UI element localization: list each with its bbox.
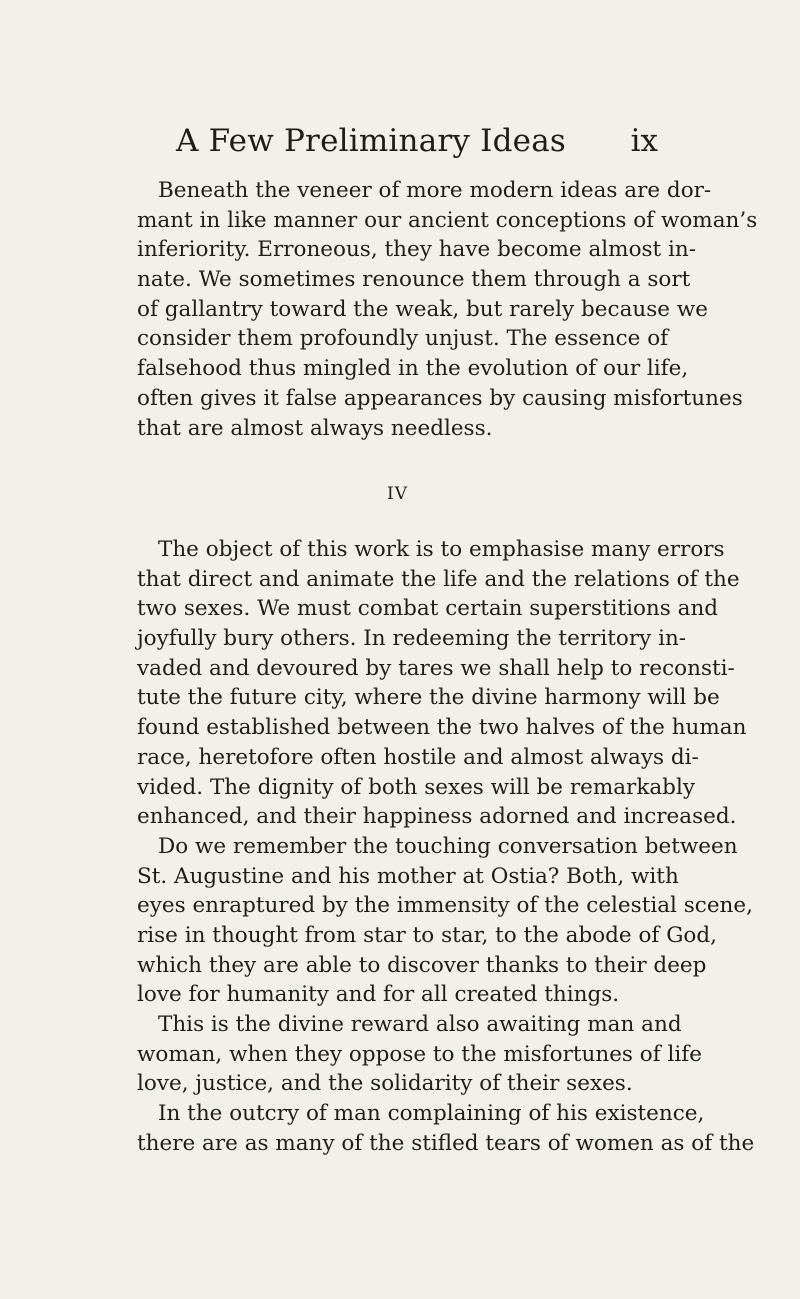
text-line: This is the divine reward also awaiting man and bbox=[158, 1012, 682, 1037]
text-line: often gives it false appearances by causing misfortunes bbox=[137, 385, 743, 411]
text-line: there are as many of the stifled tears of women as of the bbox=[137, 1130, 755, 1156]
text-line: nate. We sometimes renounce them through a sort bbox=[137, 267, 691, 293]
text-line: race, heretofore often hostile and almost always di- bbox=[137, 744, 699, 770]
text-line: tute the future city, where the divine harmony will be bbox=[137, 685, 720, 711]
text-line: woman, when they oppose to the misfortunes of life bbox=[137, 1041, 702, 1067]
text-line: vided. The dignity of both sexes will be remarkably bbox=[137, 774, 695, 800]
text-line: Beneath the veneer of more modern ideas are dor- bbox=[158, 178, 712, 203]
text-line: rise in thought from star to star, to the abode of God, bbox=[137, 922, 717, 948]
text-line: love for humanity and for all created things. bbox=[137, 982, 620, 1008]
page-number: ix bbox=[630, 123, 658, 159]
text-line: consider them profoundly unjust. The essence of bbox=[137, 326, 669, 352]
text-line: found established between the two halves of the human bbox=[137, 715, 747, 741]
text-line: Do we remember the touching conversation between bbox=[158, 833, 738, 859]
text-line: enhanced, and their happiness adorned and increased. bbox=[137, 804, 737, 830]
text-line: mant in like manner our ancient conceptions of woman’s bbox=[137, 207, 758, 233]
text-line: The object of this work is to emphasise many errors bbox=[158, 537, 725, 562]
paragraph-5 bbox=[137, 1099, 755, 1158]
text-line: vaded and devoured by tares we shall help to reconsti- bbox=[137, 655, 735, 681]
running-header-title: A Few Preliminary Ideas bbox=[176, 123, 567, 159]
paragraph-3 bbox=[137, 832, 753, 1010]
text-line: joyfully bury others. In redeeming the territory in- bbox=[137, 626, 687, 652]
paragraph-1 bbox=[137, 176, 758, 443]
text-line: which they are able to discover thanks to their deep bbox=[137, 952, 707, 978]
paragraph-group bbox=[137, 535, 755, 1158]
text-line: St. Augustine and his mother at Ostia? Both, with bbox=[137, 863, 679, 889]
text-line: In the outcry of man complaining of his existence, bbox=[158, 1101, 705, 1127]
paragraph-4 bbox=[137, 1010, 702, 1099]
text-line: two sexes. We must combat certain superstitions and bbox=[137, 596, 719, 622]
text-line: inferiority. Erroneous, they have become almost in- bbox=[137, 237, 697, 263]
text-line: eyes enraptured by the immensity of the celestial scene, bbox=[137, 893, 753, 919]
text-line: of gallantry toward the weak, but rarely because we bbox=[137, 296, 708, 322]
text-line: falsehood thus mingled in the evolution of our life, bbox=[137, 356, 689, 382]
text-line: love, justice, and the solidarity of their sexes. bbox=[137, 1071, 633, 1097]
text-line: that are almost always needless. bbox=[137, 415, 493, 441]
running-header bbox=[176, 118, 658, 164]
paragraph-2 bbox=[137, 535, 747, 832]
section-numeral: IV bbox=[387, 484, 408, 504]
text-line: that direct and animate the life and the relations of the bbox=[137, 566, 740, 592]
